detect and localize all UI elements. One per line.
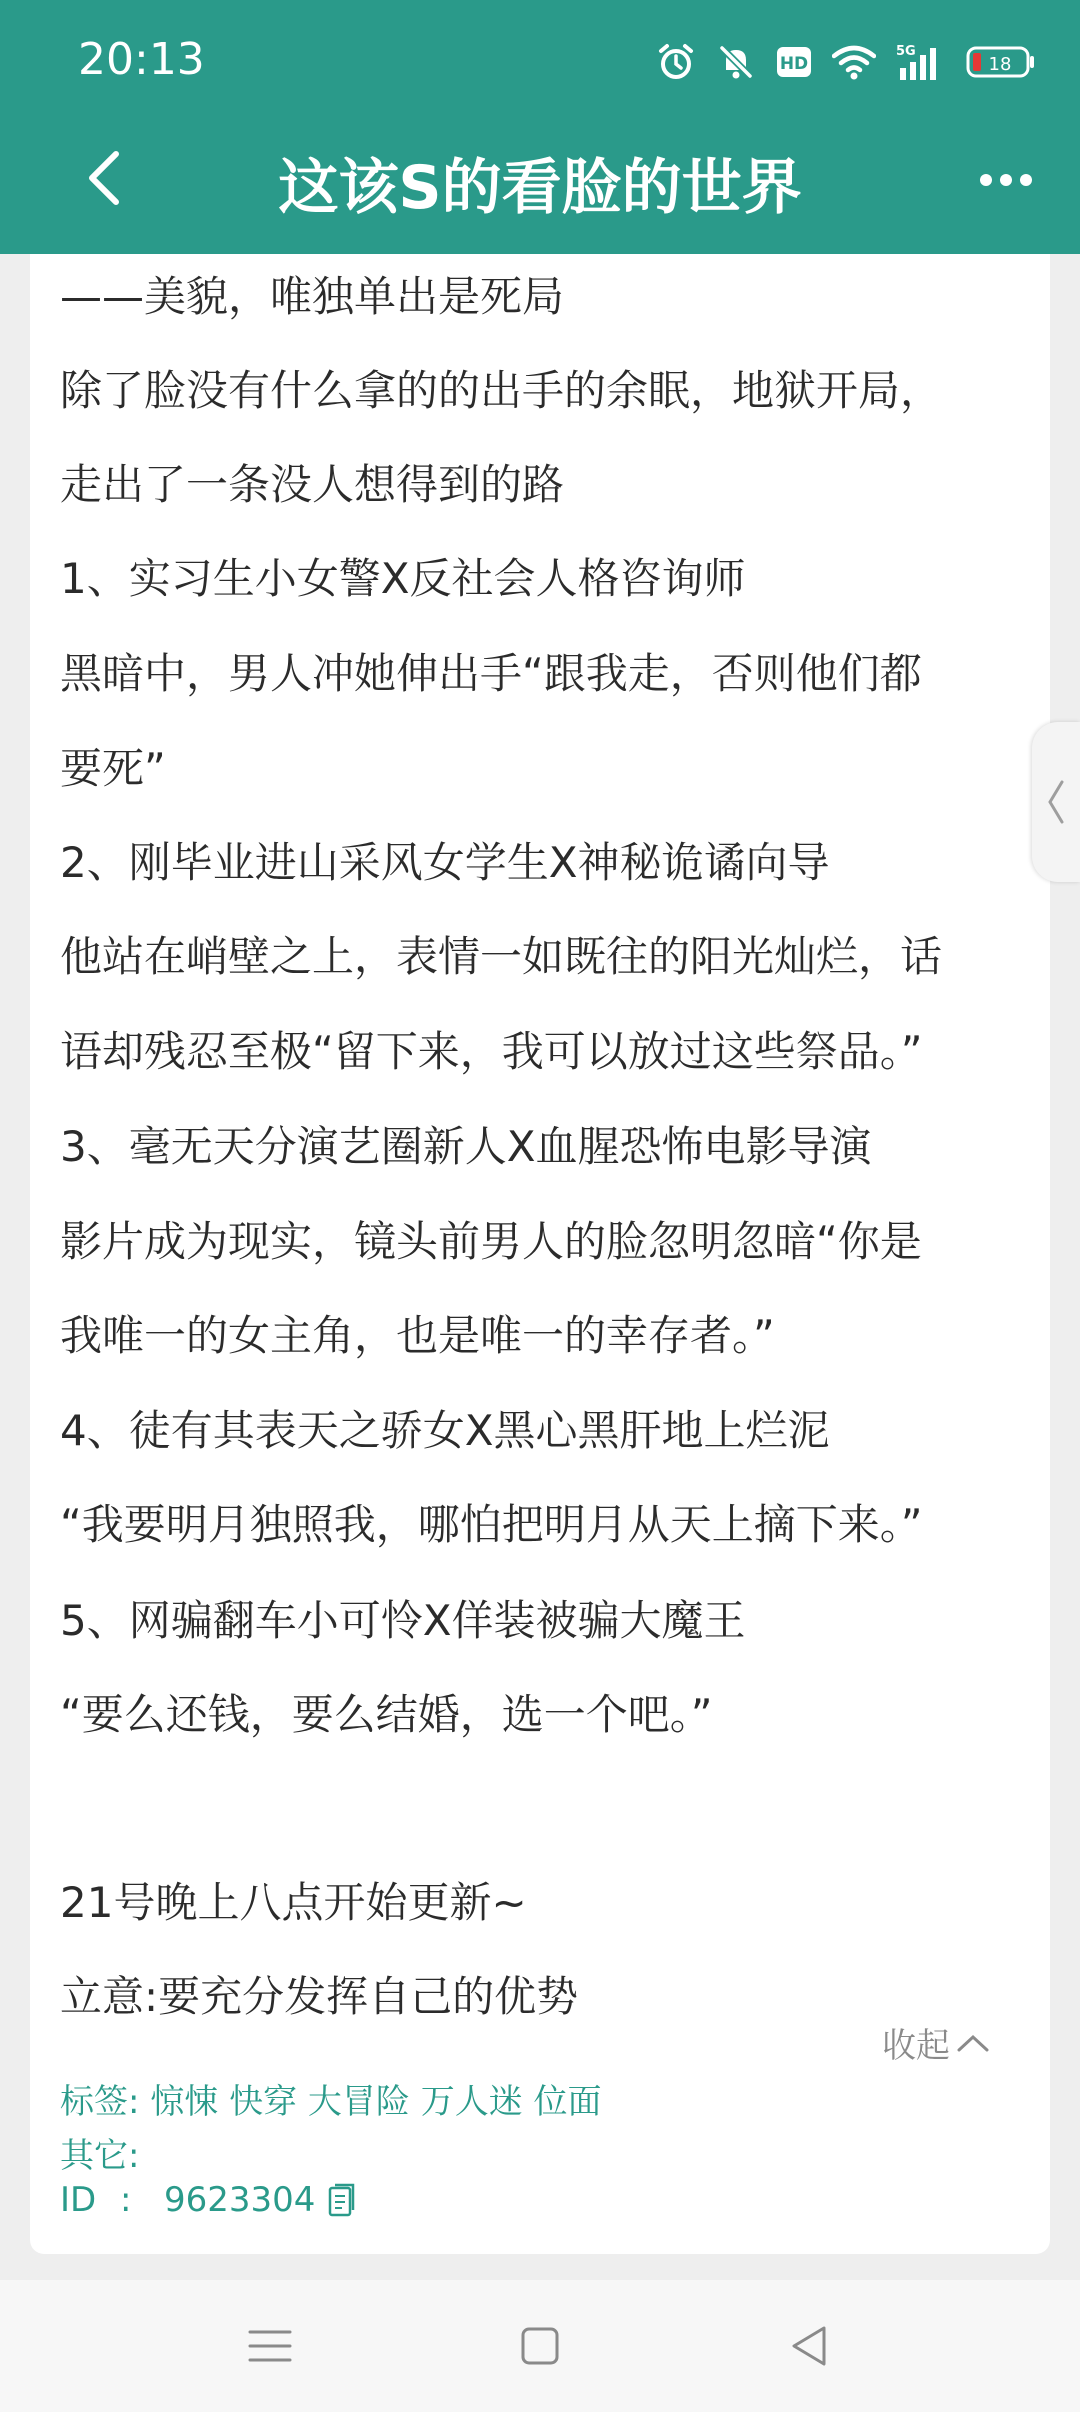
synopsis-line: 21号晚上八点开始更新~ [60, 1878, 527, 1927]
synopsis-line: ——美貌，唯独单出是死局 [60, 272, 565, 321]
copy-icon[interactable] [327, 2182, 357, 2218]
battery-level: 18 [988, 54, 1012, 75]
id-colon: : [120, 2180, 132, 2220]
id-value: 9623304 [164, 2180, 316, 2220]
tag-item[interactable]: 惊悚 [150, 2082, 219, 2122]
id-label: ID [60, 2180, 97, 2220]
status-time: 20:13 [78, 34, 205, 85]
back-nav-icon[interactable] [784, 2320, 836, 2372]
synopsis-line: 黑暗中，男人冲她伸出手“跟我走，否则他们都 [60, 649, 922, 698]
5g-signal-icon [896, 42, 946, 82]
synopsis-line: “要么还钱，要么结婚，选一个吧。” [60, 1690, 713, 1739]
menu-nav-icon[interactable] [244, 2320, 296, 2372]
tag-item[interactable]: 位面 [533, 2082, 602, 2122]
system-navigation-bar [0, 2280, 1080, 2412]
hd-icon [776, 46, 812, 78]
other-label: 其它: [60, 2136, 140, 2176]
synopsis-card [30, 254, 1050, 2254]
synopsis-line: 走出了一条没人想得到的路 [60, 460, 565, 509]
chevron-left-icon [1032, 722, 1080, 882]
svg-text:HD: HD [779, 54, 809, 74]
page-title: 这该S的看脸的世界 [278, 153, 802, 223]
alarm-icon [656, 42, 696, 82]
synopsis-line: 语却残忍至极“留下来，我可以放过这些祭品。” [60, 1027, 923, 1076]
synopsis-line: 4、徒有其表天之骄女X黑心黑肝地上烂泥 [60, 1406, 830, 1455]
tags-row [60, 2074, 602, 2123]
synopsis-line: 除了脸没有什么拿的的出手的余眠，地狱开局， [60, 366, 943, 415]
home-nav-icon[interactable] [514, 2320, 566, 2372]
id-row [60, 2180, 357, 2220]
chevron-up-icon [956, 2032, 990, 2054]
tag-item[interactable]: 大冒险 [307, 2082, 410, 2122]
battery-icon [966, 44, 1036, 80]
mute-icon [716, 42, 756, 82]
synopsis-line: 5、网骗翻车小可怜X佯装被骗大魔王 [60, 1596, 746, 1645]
side-drawer-handle[interactable] [1032, 722, 1080, 882]
tag-item[interactable]: 快穿 [229, 2082, 298, 2122]
collapse-label: 收起 [882, 2026, 950, 2066]
app-header [0, 0, 1080, 254]
collapse-button[interactable] [882, 2018, 990, 2067]
synopsis-line: 我唯一的女主角，也是唯一的幸存者。” [60, 1311, 775, 1360]
synopsis-line: 他站在峭壁之上，表情一如既往的阳光灿烂，话 [60, 932, 943, 981]
synopsis-line: 影片成为现实，镜头前男人的脸忽明忽暗“你是 [60, 1217, 922, 1266]
more-options-icon[interactable] [978, 168, 1034, 192]
status-icons [656, 40, 1036, 84]
synopsis-line: “我要明月独照我，哪怕把明月从天上摘下来。” [60, 1500, 923, 1549]
synopsis-line: 立意:要充分发挥自己的优势 [60, 1972, 579, 2021]
other-row [60, 2128, 139, 2177]
tags-label: 标签: [60, 2082, 140, 2122]
wifi-icon [832, 44, 876, 80]
synopsis-line: 要死” [60, 744, 166, 793]
synopsis-line: 1、实习生小女警X反社会人格咨询师 [60, 554, 746, 603]
synopsis-line: 2、刚毕业进山采风女学生X神秘诡谲向导 [60, 838, 830, 887]
synopsis-line: 3、毫无天分演艺圈新人X血腥恐怖电影导演 [60, 1122, 872, 1171]
tag-item[interactable]: 万人迷 [420, 2082, 523, 2122]
svg-text:5G: 5G [896, 44, 916, 59]
